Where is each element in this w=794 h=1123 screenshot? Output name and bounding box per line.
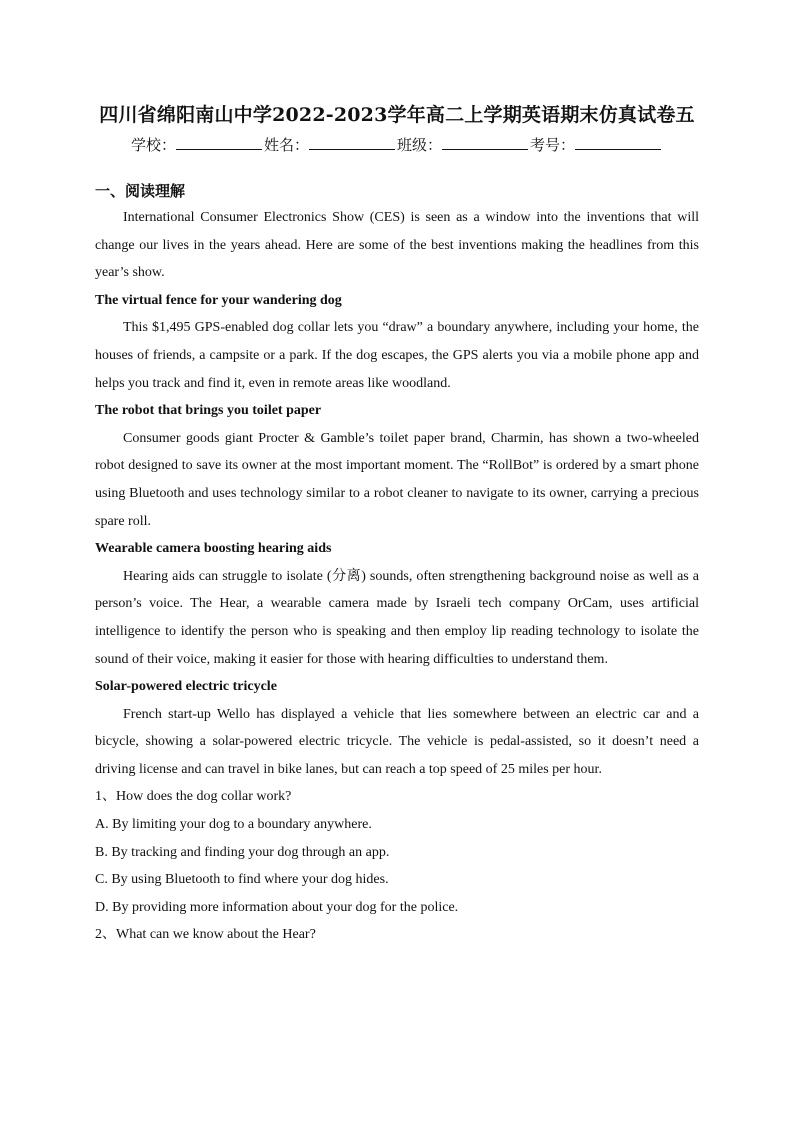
passage-paragraph: This $1,495 GPS-enabled dog collar lets you “draw” a boundary anywhere, including your home, the houses of friends, a campsite or a park. If the dog escapes, the GPS alerts you via a mobile phone app and helps you track and find it, even in remote areas like woodland. — [95, 320, 699, 391]
passage-paragraph: French start-up Wello has displayed a vehicle that lies somewhere between an electric car and a bicycle, showing a solar-powered electric tricycle. The vehicle is pedal-assisted, so it doesn’t need a driving license and can travel in bike lanes, but can reach a top speed of 25 miles per hour. — [95, 706, 699, 777]
name-label: 姓名： — [263, 136, 309, 154]
exam-title: 四川省绵阳南山中学2022-2023学年高二上学期英语期末仿真试卷五 — [99, 104, 695, 126]
school-label: 学校： — [130, 136, 176, 154]
answer-option-d[interactable]: D. By providing more information about your dog for the police. — [95, 899, 459, 915]
answer-option-b[interactable]: B. By tracking and finding your dog through an app. — [95, 844, 390, 860]
question-stem: 2、What can we know about the Hear? — [95, 927, 316, 943]
class-blank[interactable] — [442, 135, 528, 150]
passage-subhead: Solar-powered electric tricycle — [95, 679, 277, 695]
answer-option-a[interactable]: A. By limiting your dog to a boundary anywhere. — [95, 817, 372, 833]
question-stem: 1、How does the dog collar work? — [95, 789, 292, 805]
section-heading: 一、阅读理解 — [95, 182, 186, 200]
passage-paragraph: Consumer goods giant Procter & Gamble’s toilet paper brand, Charmin, has shown a two-wheeled robot designed to save its owner at the most important moment. The “RollBot” is ordered by a smart phone using Bluetooth and uses technology similar to a robot cleaner to navigate to its owner, carrying a precious spare roll. — [95, 430, 699, 529]
school-blank[interactable] — [176, 135, 262, 150]
passage-intro: International Consumer Electronics Show (CES) is seen as a window into the inventions that will change our lives in the years ahead. Here are some of the best inventions making the headlines from this year’s show. — [95, 210, 699, 281]
answer-option-c[interactable]: C. By using Bluetooth to find where your dog hides. — [95, 872, 389, 888]
passage-paragraph: Hearing aids can struggle to isolate (分离) sounds, often strengthening background noise as well as a person’s voice. The Hear, a wearable camera made by Israeli tech company OrCam, uses artificial intelligence to identify the person who is speaking and then employ lip reading technology to isolate the sound of their voice, making it easier for those with hearing difficulties to understand them. — [95, 568, 699, 667]
passage-subhead: The robot that brings you toilet paper — [95, 403, 322, 419]
student-info-line — [95, 132, 699, 158]
exam-number-blank[interactable] — [575, 135, 661, 150]
passage-subhead: The virtual fence for your wandering dog — [95, 292, 342, 308]
class-label: 班级： — [397, 136, 443, 154]
name-blank[interactable] — [309, 135, 395, 150]
exam-page — [95, 100, 699, 949]
passage-subhead: Wearable camera boosting hearing aids — [95, 541, 332, 557]
exam-number-label: 考号： — [530, 136, 576, 154]
